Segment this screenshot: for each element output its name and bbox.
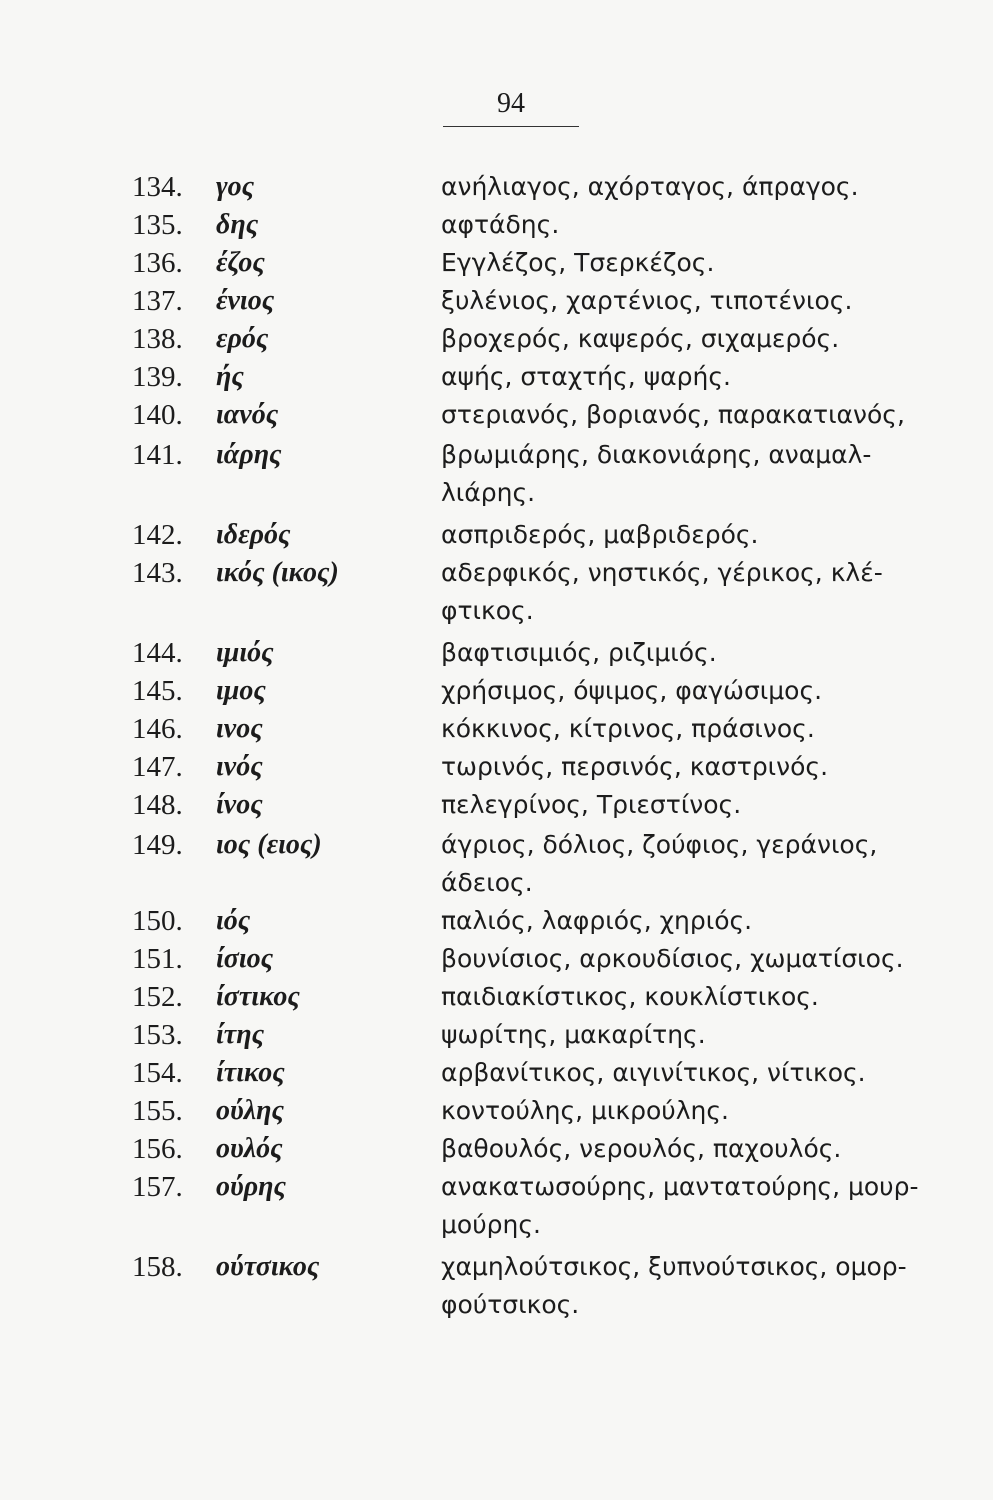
entry-examples-continued: άδειος. [441, 868, 533, 897]
entry-examples: βροχερός, καψερός, σιχαμερός. [441, 324, 840, 353]
entry-examples: Εγγλέζος, Τσερκέζος. [441, 248, 715, 277]
entry-158 [0, 1248, 993, 1286]
page-number: 94 [497, 88, 525, 119]
entry-suffix: ερός [216, 323, 269, 354]
entry-141-continued [0, 474, 993, 512]
entry-examples: πελεγρίνος, Τριεστίνος. [441, 790, 742, 819]
entry-number: 138. [132, 323, 183, 355]
entry-examples: χαμηλούτσικος, ξυπνούτσικος, ομορ- [441, 1252, 907, 1281]
entry-154 [0, 1054, 993, 1092]
entry-143 [0, 554, 993, 592]
entry-examples: άγριος, δόλιος, ζούφιος, γεράνιος, [441, 830, 878, 859]
entry-153 [0, 1016, 993, 1054]
entry-suffix: ιανός [216, 399, 279, 430]
entry-number: 146. [132, 713, 183, 745]
entry-examples: βρωμιάρης, διακονιάρης, αναμαλ- [441, 440, 872, 469]
entry-suffix: ίτης [216, 1019, 265, 1050]
entry-137 [0, 282, 993, 320]
entry-suffix: ίνος [216, 789, 263, 820]
entry-150 [0, 902, 993, 940]
entry-examples-continued: μούρης. [441, 1210, 541, 1239]
entry-examples: παλιός, λαφριός, χηριός. [441, 906, 753, 935]
entry-148 [0, 786, 993, 824]
entry-135 [0, 206, 993, 244]
entry-139 [0, 358, 993, 396]
entry-suffix: γος [216, 171, 255, 202]
entry-number: 156. [132, 1133, 183, 1165]
entry-suffix: ιος (ειος) [216, 829, 322, 860]
entry-number: 150. [132, 905, 183, 937]
entry-147 [0, 748, 993, 786]
entry-158-continued [0, 1286, 993, 1324]
entry-suffix: ής [216, 361, 244, 392]
entry-suffix: ικός (ικος) [216, 557, 339, 588]
entry-examples: ανήλιαγος, αχόρταγος, άπραγος. [441, 172, 859, 201]
entry-number: 145. [132, 675, 183, 707]
entry-number: 137. [132, 285, 183, 317]
entry-number: 144. [132, 637, 183, 669]
entry-examples: βαφτισιμιός, ριζιμιός. [441, 638, 717, 667]
entry-140 [0, 396, 993, 434]
entry-examples: βουνίσιος, αρκουδίσιος, χωματίσιος. [441, 944, 904, 973]
entry-number: 149. [132, 829, 183, 861]
entry-number: 143. [132, 557, 183, 589]
entry-examples: αρβανίτικος, αιγινίτικος, νίτικος. [441, 1058, 866, 1087]
entry-suffix: ιάρης [216, 439, 282, 470]
entry-suffix: έζος [216, 247, 265, 278]
entry-suffix: ιδερός [216, 519, 291, 550]
entry-examples: παιδιακίστικος, κουκλίστικος. [441, 982, 819, 1011]
entry-144 [0, 634, 993, 672]
entry-138 [0, 320, 993, 358]
entry-number: 148. [132, 789, 183, 821]
entry-examples: αφτάδης. [441, 210, 560, 239]
entry-examples: στεριανός, βοριανός, παρακατιανός, [441, 400, 905, 429]
entry-examples: κοντούλης, μικρούλης. [441, 1096, 730, 1125]
entry-number: 155. [132, 1095, 183, 1127]
entry-examples: χρήσιμος, όψιμος, φαγώσιμος. [441, 676, 823, 705]
entry-examples: ξυλένιος, χαρτένιος, τιποτένιος. [441, 286, 853, 315]
entry-suffix: ουλός [216, 1133, 283, 1164]
entry-suffix: ίτικος [216, 1057, 285, 1088]
entry-suffix: ινός [216, 751, 263, 782]
entry-number: 157. [132, 1171, 183, 1203]
entry-151 [0, 940, 993, 978]
entry-examples-continued: φτικος. [441, 596, 534, 625]
entry-suffix: ιμιός [216, 637, 274, 668]
entry-149-continued [0, 864, 993, 902]
entry-157-continued [0, 1206, 993, 1244]
entry-number: 153. [132, 1019, 183, 1051]
entry-examples: ψωρίτης, μακαρίτης. [441, 1020, 706, 1049]
entry-number: 134. [132, 171, 183, 203]
entry-suffix: ένιος [216, 285, 275, 316]
entry-number: 141. [132, 439, 183, 471]
entry-136 [0, 244, 993, 282]
entry-number: 158. [132, 1251, 183, 1283]
entry-examples: αδερφικός, νηστικός, γέρικος, κλέ- [441, 558, 883, 587]
entry-number: 139. [132, 361, 183, 393]
entry-suffix: ούρης [216, 1171, 286, 1202]
entry-149 [0, 826, 993, 864]
entry-suffix: ίσιος [216, 943, 274, 974]
entry-suffix: ινος [216, 713, 263, 744]
entry-number: 135. [132, 209, 183, 241]
entry-examples: τωρινός, περσινός, καστρινός. [441, 752, 829, 781]
entry-number: 136. [132, 247, 183, 279]
entry-suffix: ούτσικος [216, 1251, 320, 1282]
entry-141 [0, 436, 993, 474]
entry-152 [0, 978, 993, 1016]
entry-143-continued [0, 592, 993, 630]
entry-number: 151. [132, 943, 183, 975]
entry-146 [0, 710, 993, 748]
entry-examples: κόκκινος, κίτρινος, πράσινος. [441, 714, 815, 743]
entry-number: 140. [132, 399, 183, 431]
entry-157 [0, 1168, 993, 1206]
entry-examples-continued: λιάρης. [441, 478, 536, 507]
entry-155 [0, 1092, 993, 1130]
entry-examples: ανακατωσούρης, μαντατούρης, μουρ- [441, 1172, 919, 1201]
entry-suffix: ιμος [216, 675, 266, 706]
entry-156 [0, 1130, 993, 1168]
entry-suffix: ιός [216, 905, 251, 936]
entry-examples: βαθουλός, νερουλός, παχουλός. [441, 1134, 842, 1163]
entry-number: 152. [132, 981, 183, 1013]
entry-examples-continued: φούτσικος. [441, 1290, 580, 1319]
entry-examples: αψής, σταχτής, ψαρής. [441, 362, 731, 391]
entry-145 [0, 672, 993, 710]
entry-examples: ασπριδερός, μαβριδερός. [441, 520, 759, 549]
entry-number: 142. [132, 519, 183, 551]
entry-suffix: δης [216, 209, 259, 240]
entry-142 [0, 516, 993, 554]
entry-suffix: ούλης [216, 1095, 284, 1126]
entry-134 [0, 168, 993, 206]
entry-suffix: ίστικος [216, 981, 300, 1012]
entry-number: 147. [132, 751, 183, 783]
entry-number: 154. [132, 1057, 183, 1089]
